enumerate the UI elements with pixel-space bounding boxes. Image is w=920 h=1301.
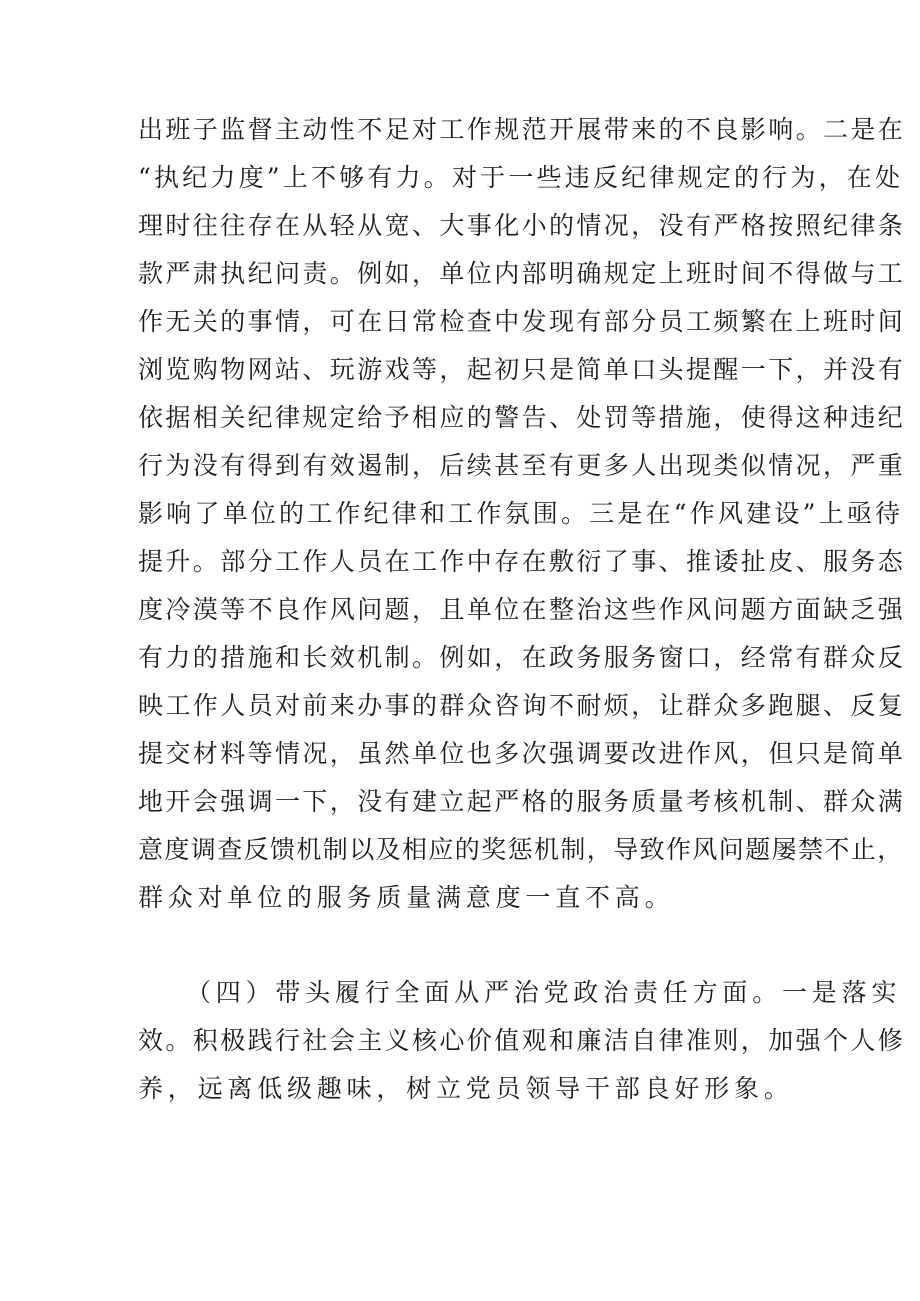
paragraph-1-line-14: 提交材料等情况，虽然单位也多次强调要改进作风，但只是简单 xyxy=(138,739,906,768)
paragraph-2-line-3: 养，远离低级趣味，树立党员领导干部良好形象。 xyxy=(138,1074,794,1103)
paragraph-2-line-1: （四）带头履行全面从严治党政治责任方面。一是落实 xyxy=(186,978,902,1007)
paragraph-1-line-17: 群众对单位的服务质量满意度一直不高。 xyxy=(138,883,675,912)
paragraph-1-line-4: 款严肃执纪问责。例如，单位内部明确规定上班时间不得做与工 xyxy=(138,259,906,288)
paragraph-1-line-7: 依据相关纪律规定给予相应的警告、处罚等措施，使得这种违纪 xyxy=(138,403,906,432)
paragraph-1-line-16: 意度调查反馈机制以及相应的奖惩机制，导致作风问题屡禁不止， xyxy=(138,835,904,864)
paragraph-1-line-15: 地开会强调一下，没有建立起严格的服务质量考核机制、群众满 xyxy=(138,787,906,816)
paragraph-1-line-8: 行为没有得到有效遏制，后续甚至有更多人出现类似情况，严重 xyxy=(138,451,906,480)
paragraph-1-line-10: 提升。部分工作人员在工作中存在敷衍了事、推诿扯皮、服务态 xyxy=(138,547,906,576)
paragraph-1-line-5: 作无关的事情，可在日常检查中发现有部分员工频繁在上班时间 xyxy=(138,307,906,336)
paragraph-1-line-2: “执纪力度”上不够有力。对于一些违反纪律规定的行为，在处 xyxy=(138,163,904,192)
paragraph-1-line-13: 映工作人员对前来办事的群众咨询不耐烦，让群众多跑腿、反复 xyxy=(138,691,906,720)
paragraph-2-line-2: 效。积极践行社会主义核心价值观和廉洁自律准则，加强个人修 xyxy=(138,1026,906,1055)
paragraph-1-line-11: 度冷漠等不良作风问题，且单位在整治这些作风问题方面缺乏强 xyxy=(138,595,906,624)
paragraph-1-line-1: 出班子监督主动性不足对工作规范开展带来的不良影响。二是在 xyxy=(138,115,906,144)
paragraph-1-line-12: 有力的措施和长效机制。例如，在政务服务窗口，经常有群众反 xyxy=(138,643,906,672)
paragraph-1-line-3: 理时往往存在从轻从宽、大事化小的情况，没有严格按照纪律条 xyxy=(138,211,906,240)
paragraph-1-line-6: 浏览购物网站、玩游戏等，起初只是简单口头提醒一下，并没有 xyxy=(138,355,906,384)
paragraph-1-line-9: 影响了单位的工作纪律和工作氛围。三是在“作风建设”上亟待 xyxy=(138,499,904,528)
